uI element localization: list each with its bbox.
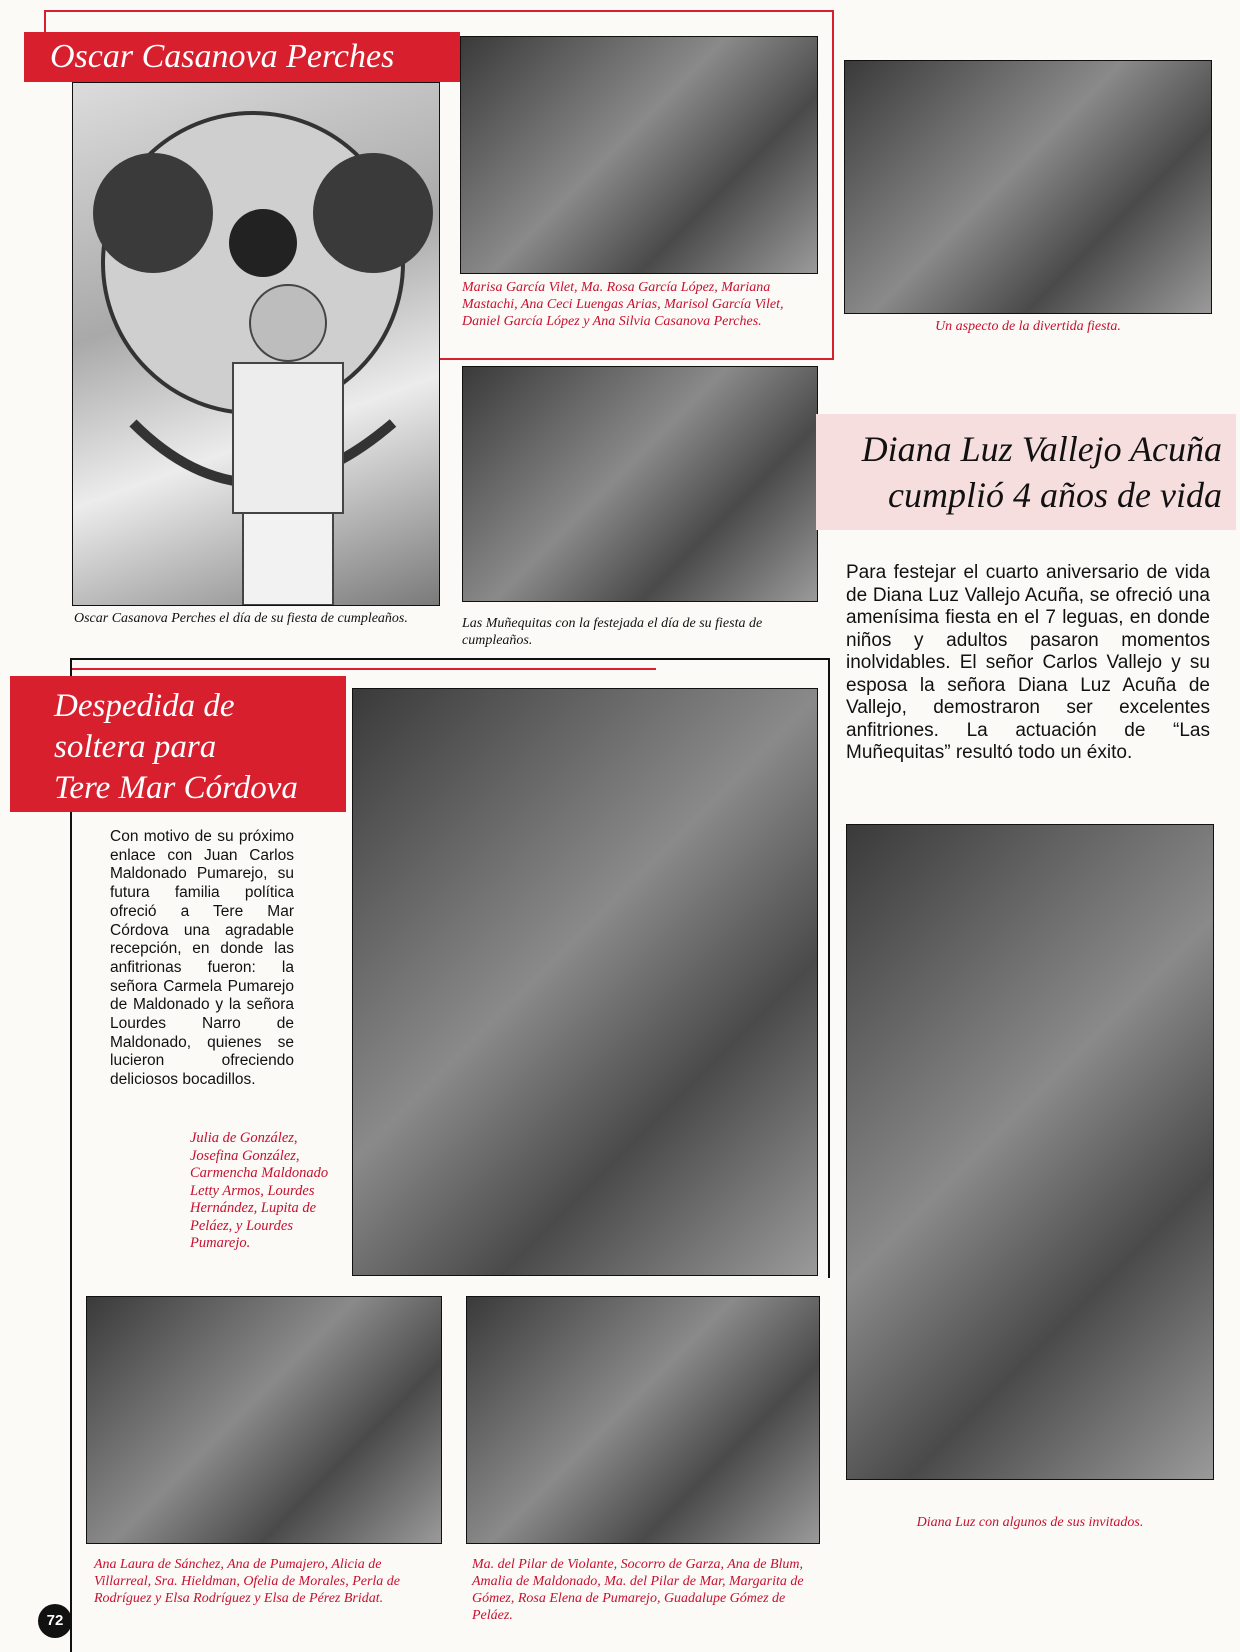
top-frame-line	[44, 10, 834, 12]
tere-frame-top-red	[70, 668, 656, 670]
tere-title-line1: Despedida de	[54, 688, 235, 724]
oscar-title-box	[24, 32, 460, 82]
tere-title-box	[10, 676, 346, 812]
tere-main-caption: Julia de González, Josefina González, Carmencha Maldonado Letty Armos, Lourdes Hernández, Lupita de Peláez, y Lourdes Pumarejo.	[190, 1130, 329, 1251]
tere-title-line3: Tere Mar Córdova	[54, 770, 298, 806]
page-number: 72	[46, 1612, 64, 1629]
top-frame-right-line	[832, 10, 834, 360]
diana-guests-caption: Diana Luz con algunos de sus invitados.	[916, 1515, 1144, 1530]
diana-body-text: Para festejar el cuarto aniversario de vida de Diana Luz Vallejo Acuña, se ofreció una amenísima fiesta en el 7 leguas, en donde niños y adultos pasaron momentos inolvidables. El señor Carlos Vallejo y su esposa la señora Diana Luz Acuña de Vallejo, demostraron ser excelentes anfitriones. La actuación de “Las Muñequitas” resultó todo un éxito.	[846, 562, 1210, 763]
party-caption: Un aspecto de la divertida fiesta.	[935, 319, 1121, 334]
diana-guests-photo	[846, 824, 1214, 1480]
diana-title-panel	[816, 414, 1236, 530]
tere-group-photo	[352, 688, 818, 1276]
oscar-main-caption: Oscar Casanova Perches el día de su fiesta de cumpleaños.	[74, 611, 408, 626]
guests-right-caption: Ma. del Pilar de Violante, Socorro de Garza, Ana de Blum, Amalia de Maldonado, Ma. del Pilar de Mar, Margarita de Gómez, Rosa Elena de Pumarejo, Guadalupe Gómez de Peláez.	[472, 1557, 804, 1623]
tere-frame-right	[828, 658, 830, 1278]
clown-illustration	[73, 83, 439, 605]
tere-body-text: Con motivo de su próximo enlace con Juan Carlos Maldonado Pumarejo, su futura familia política ofreció a Tere Mar Córdova una agradable recepción, en donde las anfitrionas fueron: la señora Carmela Pumarejo de Maldonado y la señora Lourdes Narro de Maldonado, quienes se lucieron ofreciendo deliciosos bocadillos.	[110, 828, 294, 1089]
guests-left-caption: Ana Laura de Sánchez, Ana de Pumajero, Alicia de Villarreal, Sra. Hieldman, Ofelia de Morales, Perla de Rodríguez y Elsa Rodríguez y Elsa de Pérez Bridat.	[94, 1557, 401, 1606]
kids-group-caption: Marisa García Vilet, Ma. Rosa García López, Mariana Mastachi, Ana Ceci Luengas Arias, Marisol García Vilet, Daniel García López y Ana Silvia Casanova Perches.	[462, 280, 784, 329]
munequitas-caption: Las Muñequitas con la festejada el día de su fiesta de cumpleaños.	[462, 616, 763, 648]
oscar-birthday-photo	[72, 82, 440, 606]
guests-right-photo	[466, 1296, 820, 1544]
guests-left-photo	[86, 1296, 442, 1544]
party-photo	[844, 60, 1212, 314]
munequitas-photo	[462, 366, 818, 602]
diana-title-line1: Diana Luz Vallejo Acuña	[861, 429, 1222, 469]
page-number-badge	[38, 1604, 72, 1638]
tere-frame-top-black	[70, 658, 830, 660]
kids-group-photo	[460, 36, 818, 274]
oscar-title: Oscar Casanova Perches	[50, 38, 395, 75]
tere-title-line2: soltera para	[54, 729, 217, 765]
diana-title-line2: cumplió 4 años de vida	[888, 475, 1222, 515]
top-frame-bottom-line	[440, 358, 834, 360]
